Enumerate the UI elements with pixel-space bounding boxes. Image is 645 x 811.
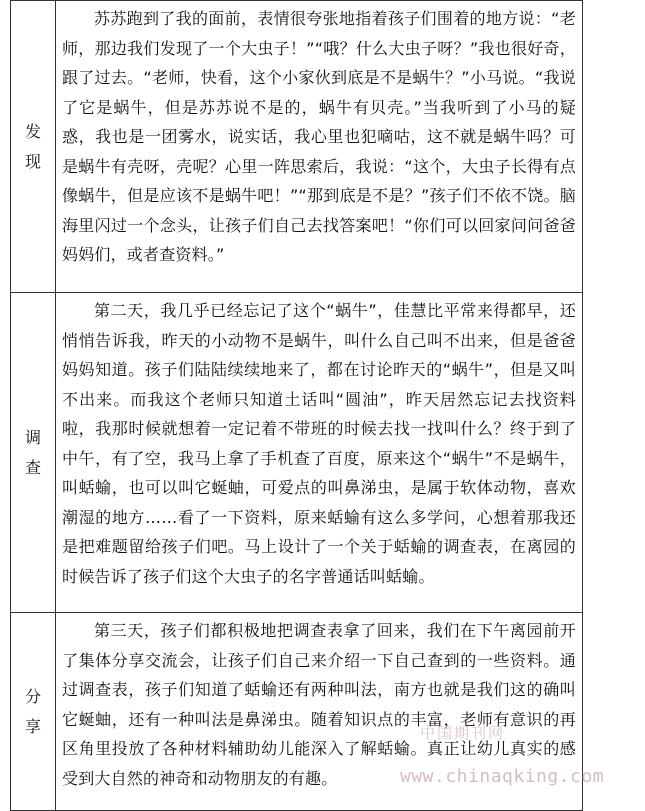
row-label-discovery bbox=[11, 1, 56, 293]
row-text-investigation: 第二天，我几乎已经忘记了这个“蜗牛”，佳慧比平常来得都早，还悄悄告诉我，昨天的小动物不是蜗牛，叫什么自己叫不出来，但是爸爸妈妈知道。孩子们陆陆续续地来了，都在讨论昨天的“蜗牛”，但是又叫不出来。而我这个老师只知道土话叫“圆油”，昨天居然忘记去找资料啦，我那时候就想着一定记着不带班的时候去找一找叫什么？终于到了中午，有了空，我马上拿了手机查了百度，原来这个“蜗牛”不是蜗牛，叫蛞蝓，也可以叫它蜒蚰，可爱点的叫鼻涕虫，是属于软体动物，喜欢潮湿的地方……看了一下资料，原来蛞蝓有这么多学问，心想着那我还是把难题留给孩子们吧。马上设计了一个关于蛞蝓的调查表，在离园的时候告诉了孩子们这个大虫子的名字普通话叫蛞蝓。 bbox=[56, 293, 583, 613]
row-text-discovery: 苏苏跑到了我的面前，表情很夸张地指着孩子们围着的地方说：“老师，那边我们发现了一个大虫子！”“哦？什么大虫子呀？”我也很好奇，跟了过去。“老师，快看，这个小家伙到底是不是蜗牛？”小马说。“我说了它是蜗牛，但是苏苏说不是的，蜗牛有贝壳。”当我听到了小马的疑惑，我也是一团雾水，说实话，我心里也犯嘀咕，这不就是蜗牛吗？可是蜗牛有壳呀，壳呢？心里一阵思索后，我说：“这个，大虫子长得有点像蜗牛，但是应该不是蜗牛吧！”“那到底是不是？”孩子们不依不饶。脑海里闪过一个念头，让孩子们自己去找答案吧！“你们可以回家问问爸爸妈妈们，或者查资料。” bbox=[56, 1, 583, 293]
row-text-sharing: 第三天，孩子们都积极地把调查表拿了回来，我们在下午离园前开了集体分享交流会，让孩子们自己来介绍一下自己查到的一些资料。通过调查表，孩子们知道了蛞蝓还有两种叫法，南方也就是我们这的确叫它蜒蚰，还有一种叫法是鼻涕虫。随着知识点的丰富，老师有意识的再区角里投放了各种材料辅助幼儿能深入了解蛞蝓。真正让幼儿真实的感受到大自然的神奇和动物朋友的有趣。 bbox=[56, 613, 583, 811]
table-row-discovery bbox=[11, 1, 583, 293]
watermark-logo: 中国期刊网 bbox=[420, 724, 506, 742]
row-label-sharing bbox=[11, 613, 56, 811]
row-label-char: 现 bbox=[24, 151, 41, 171]
row-label-char: 调 bbox=[24, 427, 41, 447]
document-table bbox=[10, 0, 583, 811]
row-label-char: 发 bbox=[24, 121, 41, 141]
row-label-investigation bbox=[11, 293, 56, 613]
row-label-char: 分 bbox=[24, 686, 41, 706]
row-label-char: 查 bbox=[24, 457, 41, 477]
table-row-investigation bbox=[11, 293, 583, 613]
row-label-char: 享 bbox=[24, 716, 41, 736]
watermark-url: www.chinaqking.com bbox=[400, 766, 605, 787]
